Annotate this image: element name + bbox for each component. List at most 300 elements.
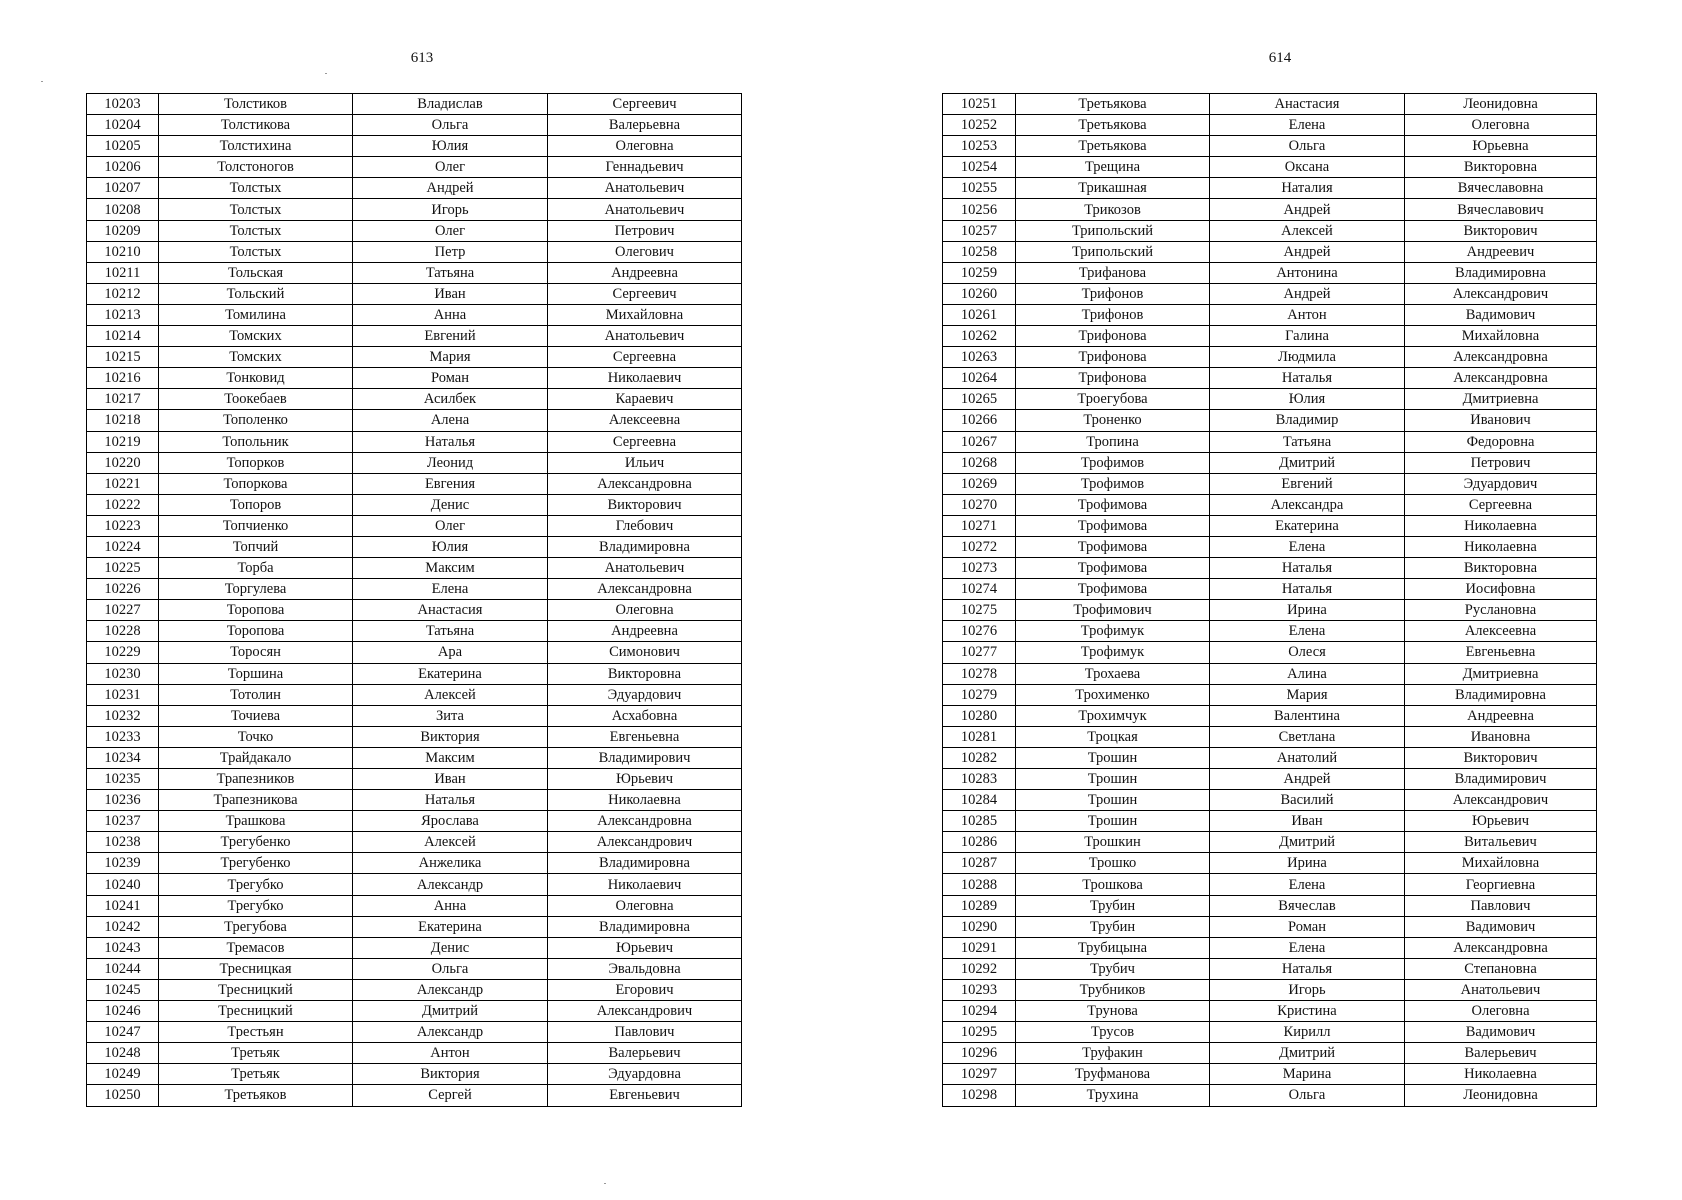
table-row: [943, 705, 1597, 726]
record-number-cell: 10251: [943, 94, 1016, 115]
surname-cell: Трухина: [1016, 1085, 1210, 1106]
surname-cell: Трегубенко: [159, 853, 353, 874]
surname-cell: Трунова: [1016, 1001, 1210, 1022]
patronymic-cell: Владимирович: [548, 747, 742, 768]
given-name-cell: Олег: [353, 157, 548, 178]
record-number-cell: 10217: [87, 389, 159, 410]
record-number-cell: 10293: [943, 979, 1016, 1000]
table-row: [943, 473, 1597, 494]
patronymic-cell: Вадимович: [1405, 304, 1597, 325]
table-row: [943, 937, 1597, 958]
table-row: [87, 747, 742, 768]
table-row: [87, 178, 742, 199]
surname-cell: Третьякова: [1016, 94, 1210, 115]
table-row: [943, 452, 1597, 473]
table-row: [943, 431, 1597, 452]
surname-cell: Трегубенко: [159, 832, 353, 853]
record-number-cell: 10214: [87, 326, 159, 347]
table-row: [87, 94, 742, 115]
record-number-cell: 10216: [87, 368, 159, 389]
record-number-cell: 10234: [87, 747, 159, 768]
surname-cell: Тонковид: [159, 368, 353, 389]
surname-cell: Томских: [159, 326, 353, 347]
surname-cell: Томских: [159, 347, 353, 368]
surname-cell: Топоркова: [159, 473, 353, 494]
surname-cell: Толстых: [159, 178, 353, 199]
patronymic-cell: Петрович: [548, 220, 742, 241]
surname-cell: Трохимчук: [1016, 705, 1210, 726]
patronymic-cell: Александровна: [1405, 368, 1597, 389]
record-number-cell: 10264: [943, 368, 1016, 389]
record-number-cell: 10206: [87, 157, 159, 178]
given-name-cell: Андрей: [1210, 283, 1405, 304]
given-name-cell: Ярослава: [353, 811, 548, 832]
patronymic-cell: Глебович: [548, 515, 742, 536]
table-row: [943, 726, 1597, 747]
patronymic-cell: Викторович: [1405, 747, 1597, 768]
given-name-cell: Иван: [353, 283, 548, 304]
table-row: [87, 452, 742, 473]
table-row: [943, 769, 1597, 790]
scan-speck: [604, 1183, 606, 1184]
table-row: [87, 684, 742, 705]
record-number-cell: 10229: [87, 642, 159, 663]
given-name-cell: Марина: [1210, 1064, 1405, 1085]
record-number-cell: 10212: [87, 283, 159, 304]
record-number-cell: 10203: [87, 94, 159, 115]
given-name-cell: Олеся: [1210, 642, 1405, 663]
table-row: [87, 220, 742, 241]
record-number-cell: 10235: [87, 769, 159, 790]
record-number-cell: 10272: [943, 536, 1016, 557]
surname-cell: Тресницкий: [159, 979, 353, 1000]
record-number-cell: 10258: [943, 241, 1016, 262]
record-number-cell: 10204: [87, 115, 159, 136]
surname-cell: Трайдакало: [159, 747, 353, 768]
patronymic-cell: Анатольевич: [548, 199, 742, 220]
given-name-cell: Екатерина: [1210, 515, 1405, 536]
surname-cell: Трубин: [1016, 895, 1210, 916]
surname-cell: Топорков: [159, 452, 353, 473]
table-row: [87, 663, 742, 684]
table-row: [87, 600, 742, 621]
patronymic-cell: Сергеевна: [548, 347, 742, 368]
table-row: [943, 368, 1597, 389]
given-name-cell: Ирина: [1210, 853, 1405, 874]
patronymic-cell: Геннадьевич: [548, 157, 742, 178]
surname-cell: Тропина: [1016, 431, 1210, 452]
patronymic-cell: Андреевна: [1405, 705, 1597, 726]
table-row: [943, 1001, 1597, 1022]
patronymic-cell: Викторовна: [548, 663, 742, 684]
table-row: [87, 157, 742, 178]
given-name-cell: Дмитрий: [1210, 832, 1405, 853]
table-row: [943, 494, 1597, 515]
given-name-cell: Наталья: [1210, 368, 1405, 389]
record-number-cell: 10257: [943, 220, 1016, 241]
given-name-cell: Наталья: [1210, 558, 1405, 579]
patronymic-cell: Николаевна: [1405, 1064, 1597, 1085]
record-number-cell: 10263: [943, 347, 1016, 368]
given-name-cell: Денис: [353, 937, 548, 958]
given-name-cell: Олег: [353, 220, 548, 241]
given-name-cell: Кирилл: [1210, 1022, 1405, 1043]
surname-cell: Трошин: [1016, 769, 1210, 790]
record-number-cell: 10208: [87, 199, 159, 220]
surname-cell: Тоокебаев: [159, 389, 353, 410]
surname-cell: Трипольский: [1016, 241, 1210, 262]
patronymic-cell: Владимировна: [548, 853, 742, 874]
surname-cell: Тотолин: [159, 684, 353, 705]
patronymic-cell: Егорович: [548, 979, 742, 1000]
page-number-right: 614: [1268, 50, 1292, 66]
record-number-cell: 10268: [943, 452, 1016, 473]
patronymic-cell: Владимировна: [548, 536, 742, 557]
table-row: [87, 642, 742, 663]
table-row: [943, 157, 1597, 178]
surname-cell: Трофимова: [1016, 494, 1210, 515]
given-name-cell: Антонина: [1210, 262, 1405, 283]
table-row: [87, 115, 742, 136]
patronymic-cell: Анатольевич: [548, 326, 742, 347]
given-name-cell: Роман: [353, 368, 548, 389]
page-number-left: 613: [410, 50, 434, 66]
surname-cell: Трофимук: [1016, 621, 1210, 642]
surname-cell: Трохименко: [1016, 684, 1210, 705]
patronymic-cell: Александрович: [548, 1001, 742, 1022]
record-number-cell: 10274: [943, 579, 1016, 600]
record-number-cell: 10205: [87, 136, 159, 157]
table-row: [943, 515, 1597, 536]
table-row: [87, 895, 742, 916]
patronymic-cell: Караевич: [548, 389, 742, 410]
table-row: [87, 431, 742, 452]
record-number-cell: 10297: [943, 1064, 1016, 1085]
table-row: [943, 178, 1597, 199]
patronymic-cell: Павлович: [1405, 895, 1597, 916]
table-row: [943, 389, 1597, 410]
given-name-cell: Наталия: [1210, 178, 1405, 199]
register-table-left: [86, 93, 742, 1107]
given-name-cell: Виктория: [353, 1064, 548, 1085]
patronymic-cell: Алексеевна: [1405, 621, 1597, 642]
patronymic-cell: Руслановна: [1405, 600, 1597, 621]
surname-cell: Торосян: [159, 642, 353, 663]
patronymic-cell: Николаевна: [548, 790, 742, 811]
given-name-cell: Дмитрий: [1210, 452, 1405, 473]
surname-cell: Трофимова: [1016, 515, 1210, 536]
surname-cell: Третьякова: [1016, 136, 1210, 157]
record-number-cell: 10242: [87, 916, 159, 937]
given-name-cell: Сергей: [353, 1085, 548, 1106]
given-name-cell: Анна: [353, 895, 548, 916]
record-number-cell: 10286: [943, 832, 1016, 853]
given-name-cell: Владимир: [1210, 410, 1405, 431]
table-row: [87, 874, 742, 895]
surname-cell: Точко: [159, 726, 353, 747]
record-number-cell: 10248: [87, 1043, 159, 1064]
given-name-cell: Ольга: [1210, 1085, 1405, 1106]
patronymic-cell: Алексеевна: [548, 410, 742, 431]
given-name-cell: Юлия: [353, 136, 548, 157]
record-number-cell: 10245: [87, 979, 159, 1000]
record-number-cell: 10261: [943, 304, 1016, 325]
patronymic-cell: Евгеньевич: [548, 1085, 742, 1106]
given-name-cell: Антон: [353, 1043, 548, 1064]
patronymic-cell: Федоровна: [1405, 431, 1597, 452]
given-name-cell: Наталья: [353, 431, 548, 452]
surname-cell: Третьяк: [159, 1043, 353, 1064]
patronymic-cell: Сергеевич: [548, 94, 742, 115]
scan-speck: [41, 81, 43, 82]
record-number-cell: 10244: [87, 958, 159, 979]
surname-cell: Трашкова: [159, 811, 353, 832]
given-name-cell: Людмила: [1210, 347, 1405, 368]
patronymic-cell: Андреевна: [548, 262, 742, 283]
given-name-cell: Денис: [353, 494, 548, 515]
surname-cell: Трубин: [1016, 916, 1210, 937]
patronymic-cell: Викторовна: [1405, 558, 1597, 579]
surname-cell: Торшина: [159, 663, 353, 684]
given-name-cell: Ольга: [1210, 136, 1405, 157]
given-name-cell: Александр: [353, 874, 548, 895]
surname-cell: Тольский: [159, 283, 353, 304]
given-name-cell: Анастасия: [353, 600, 548, 621]
table-row: [943, 895, 1597, 916]
given-name-cell: Виктория: [353, 726, 548, 747]
given-name-cell: Иван: [1210, 811, 1405, 832]
patronymic-cell: Эдуардович: [1405, 473, 1597, 494]
patronymic-cell: Сергеевич: [548, 283, 742, 304]
given-name-cell: Алексей: [1210, 220, 1405, 241]
patronymic-cell: Юрьевич: [548, 769, 742, 790]
given-name-cell: Ольга: [353, 958, 548, 979]
record-number-cell: 10243: [87, 937, 159, 958]
record-number-cell: 10275: [943, 600, 1016, 621]
surname-cell: Трофимова: [1016, 558, 1210, 579]
table-row: [943, 262, 1597, 283]
table-row: [87, 368, 742, 389]
patronymic-cell: Степановна: [1405, 958, 1597, 979]
record-number-cell: 10255: [943, 178, 1016, 199]
table-row: [87, 621, 742, 642]
surname-cell: Тресницкий: [159, 1001, 353, 1022]
patronymic-cell: Олеговна: [548, 600, 742, 621]
table-row: [943, 642, 1597, 663]
table-row: [943, 136, 1597, 157]
surname-cell: Труфакин: [1016, 1043, 1210, 1064]
surname-cell: Трошин: [1016, 790, 1210, 811]
given-name-cell: Наталья: [353, 790, 548, 811]
patronymic-cell: Андреевна: [548, 621, 742, 642]
surname-cell: Троегубова: [1016, 389, 1210, 410]
patronymic-cell: Вадимович: [1405, 916, 1597, 937]
table-row: [943, 94, 1597, 115]
table-row: [87, 1064, 742, 1085]
given-name-cell: Андрей: [1210, 199, 1405, 220]
register-table-right: [942, 93, 1597, 1107]
surname-cell: Трубников: [1016, 979, 1210, 1000]
table-row: [943, 347, 1597, 368]
surname-cell: Троцкая: [1016, 726, 1210, 747]
table-row: [87, 579, 742, 600]
surname-cell: Толстых: [159, 241, 353, 262]
record-number-cell: 10267: [943, 431, 1016, 452]
table-row: [943, 410, 1597, 431]
table-row: [943, 1022, 1597, 1043]
record-number-cell: 10284: [943, 790, 1016, 811]
record-number-cell: 10294: [943, 1001, 1016, 1022]
surname-cell: Трошко: [1016, 853, 1210, 874]
table-row: [87, 790, 742, 811]
patronymic-cell: Дмитриевна: [1405, 389, 1597, 410]
record-number-cell: 10236: [87, 790, 159, 811]
table-row: [943, 747, 1597, 768]
given-name-cell: Елена: [1210, 536, 1405, 557]
surname-cell: Точиева: [159, 705, 353, 726]
patronymic-cell: Александровна: [1405, 347, 1597, 368]
patronymic-cell: Анатольевич: [1405, 979, 1597, 1000]
table-row: [943, 115, 1597, 136]
given-name-cell: Алина: [1210, 663, 1405, 684]
table-row: [943, 811, 1597, 832]
given-name-cell: Екатерина: [353, 916, 548, 937]
patronymic-cell: Эдуардович: [548, 684, 742, 705]
patronymic-cell: Асхабовна: [548, 705, 742, 726]
given-name-cell: Татьяна: [353, 262, 548, 283]
record-number-cell: 10227: [87, 600, 159, 621]
table-row: [943, 558, 1597, 579]
record-number-cell: 10232: [87, 705, 159, 726]
record-number-cell: 10209: [87, 220, 159, 241]
given-name-cell: Алена: [353, 410, 548, 431]
record-number-cell: 10224: [87, 536, 159, 557]
record-number-cell: 10266: [943, 410, 1016, 431]
record-number-cell: 10213: [87, 304, 159, 325]
record-number-cell: 10225: [87, 558, 159, 579]
surname-cell: Трофимова: [1016, 536, 1210, 557]
given-name-cell: Иван: [353, 769, 548, 790]
patronymic-cell: Витальевич: [1405, 832, 1597, 853]
patronymic-cell: Симонович: [548, 642, 742, 663]
patronymic-cell: Иванович: [1405, 410, 1597, 431]
patronymic-cell: Валерьевич: [1405, 1043, 1597, 1064]
patronymic-cell: Петрович: [1405, 452, 1597, 473]
table-row: [943, 663, 1597, 684]
table-row: [943, 241, 1597, 262]
surname-cell: Толстикова: [159, 115, 353, 136]
patronymic-cell: Дмитриевна: [1405, 663, 1597, 684]
surname-cell: Торопова: [159, 600, 353, 621]
record-number-cell: 10288: [943, 874, 1016, 895]
given-name-cell: Анатолий: [1210, 747, 1405, 768]
patronymic-cell: Михайловна: [1405, 326, 1597, 347]
patronymic-cell: Валерьевна: [548, 115, 742, 136]
table-row: [87, 241, 742, 262]
table-row: [87, 473, 742, 494]
table-row: [87, 937, 742, 958]
given-name-cell: Дмитрий: [353, 1001, 548, 1022]
surname-cell: Труфманова: [1016, 1064, 1210, 1085]
given-name-cell: Алексей: [353, 684, 548, 705]
table-row: [943, 874, 1597, 895]
given-name-cell: Андрей: [1210, 241, 1405, 262]
record-number-cell: 10228: [87, 621, 159, 642]
surname-cell: Торгулева: [159, 579, 353, 600]
record-number-cell: 10282: [943, 747, 1016, 768]
table-row: [87, 494, 742, 515]
patronymic-cell: Михайловна: [1405, 853, 1597, 874]
given-name-cell: Татьяна: [353, 621, 548, 642]
record-number-cell: 10222: [87, 494, 159, 515]
surname-cell: Топоров: [159, 494, 353, 515]
surname-cell: Топольник: [159, 431, 353, 452]
surname-cell: Трубич: [1016, 958, 1210, 979]
surname-cell: Трусов: [1016, 1022, 1210, 1043]
patronymic-cell: Эвальдовна: [548, 958, 742, 979]
record-number-cell: 10250: [87, 1085, 159, 1106]
table-row: [87, 705, 742, 726]
surname-cell: Трипольский: [1016, 220, 1210, 241]
record-number-cell: 10219: [87, 431, 159, 452]
surname-cell: Топчий: [159, 536, 353, 557]
patronymic-cell: Александровна: [1405, 937, 1597, 958]
surname-cell: Трифонова: [1016, 326, 1210, 347]
table-row: [87, 726, 742, 747]
given-name-cell: Александра: [1210, 494, 1405, 515]
record-number-cell: 10246: [87, 1001, 159, 1022]
surname-cell: Толстиков: [159, 94, 353, 115]
table-row: [943, 684, 1597, 705]
patronymic-cell: Александровна: [548, 811, 742, 832]
table-row: [943, 304, 1597, 325]
surname-cell: Толстихина: [159, 136, 353, 157]
given-name-cell: Екатерина: [353, 663, 548, 684]
surname-cell: Трапезников: [159, 769, 353, 790]
table-row: [87, 199, 742, 220]
patronymic-cell: Александрович: [1405, 790, 1597, 811]
patronymic-cell: Юрьевич: [1405, 811, 1597, 832]
table-row: [87, 1022, 742, 1043]
surname-cell: Трошин: [1016, 747, 1210, 768]
given-name-cell: Елена: [1210, 115, 1405, 136]
patronymic-cell: Викторовна: [1405, 157, 1597, 178]
patronymic-cell: Евгеньевна: [1405, 642, 1597, 663]
patronymic-cell: Сергеевна: [548, 431, 742, 452]
table-row: [87, 558, 742, 579]
record-number-cell: 10247: [87, 1022, 159, 1043]
given-name-cell: Наталья: [1210, 579, 1405, 600]
surname-cell: Топчиенко: [159, 515, 353, 536]
record-number-cell: 10296: [943, 1043, 1016, 1064]
patronymic-cell: Олеговна: [548, 895, 742, 916]
scan-speck: [325, 73, 327, 74]
record-number-cell: 10253: [943, 136, 1016, 157]
surname-cell: Трапезникова: [159, 790, 353, 811]
given-name-cell: Кристина: [1210, 1001, 1405, 1022]
surname-cell: Трегубко: [159, 874, 353, 895]
surname-cell: Трофимов: [1016, 473, 1210, 494]
given-name-cell: Анастасия: [1210, 94, 1405, 115]
given-name-cell: Татьяна: [1210, 431, 1405, 452]
patronymic-cell: Леонидовна: [1405, 1085, 1597, 1106]
given-name-cell: Роман: [1210, 916, 1405, 937]
table-row: [87, 979, 742, 1000]
record-number-cell: 10260: [943, 283, 1016, 304]
patronymic-cell: Олеговна: [1405, 1001, 1597, 1022]
patronymic-cell: Вячеславовна: [1405, 178, 1597, 199]
table-row: [943, 1085, 1597, 1106]
